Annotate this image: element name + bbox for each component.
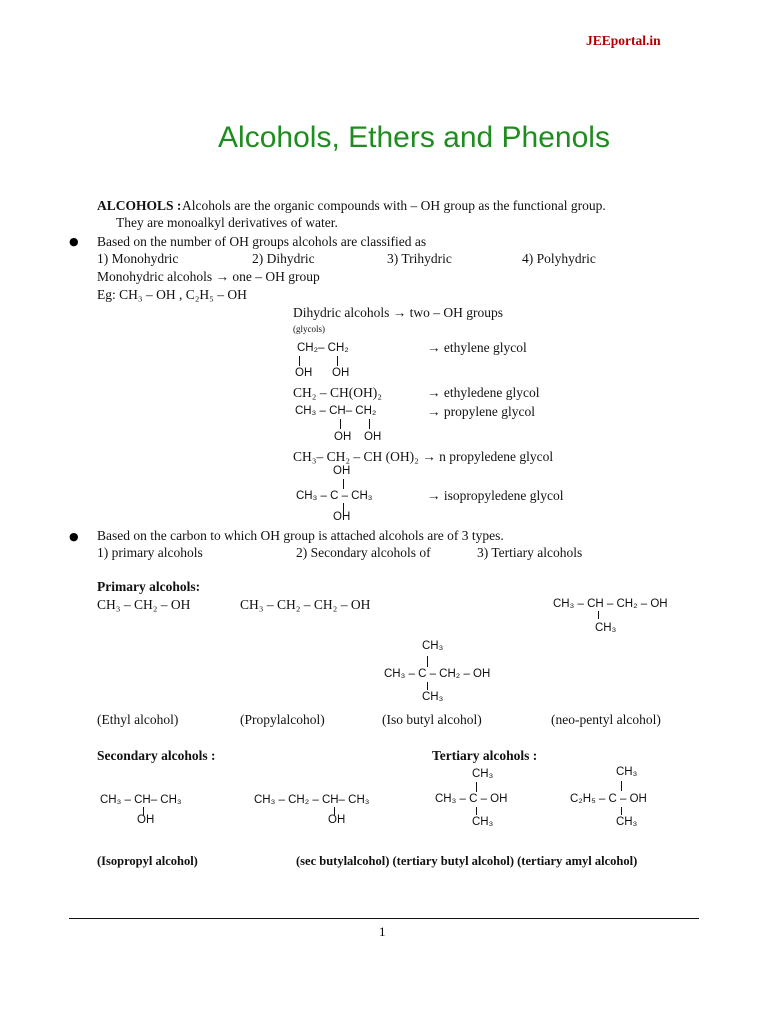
bullet-icon: ●: [69, 530, 79, 543]
isopropyledene-chain: CH₃ – C – CH₃: [296, 490, 373, 502]
isopropyl-oh: OH: [137, 814, 155, 826]
bond-line: [598, 611, 599, 619]
ethylene-oh-2: OH: [332, 367, 350, 379]
footer-divider: [69, 918, 699, 919]
secbutyl-oh: OH: [328, 814, 346, 826]
propylene-oh-2: OH: [364, 431, 382, 443]
page-title: Alcohols, Ethers and Phenols: [218, 121, 610, 154]
isobutyl-alcohol-name: (Iso butyl alcohol): [382, 712, 482, 727]
ethyledene-glycol-name: → ethyledene glycol: [427, 385, 540, 400]
site-header-link[interactable]: JEEportal.in: [586, 33, 661, 48]
isopropyledene-oh-top: OH: [333, 465, 351, 477]
type-tertiary: 3) Tertiary alcohols: [477, 545, 583, 560]
isobutyl-chain: CH₃ – CH – CH₂ – OH: [553, 598, 668, 610]
ethyl-alcohol-name: (Ethyl alcohol): [97, 712, 179, 727]
propylene-glycol-chain: CH₃ – CH– CH₂: [295, 405, 377, 417]
type-dihydric: 2) Dihydric: [252, 251, 315, 266]
primary-heading: Primary alcohols:: [97, 579, 201, 594]
ethyledene-glycol-formula: CH₂ – CH(OH)₂: [293, 385, 382, 400]
propyl-alcohol-name: (Propylalcohol): [240, 712, 325, 727]
intro-line-1: Alcohols are the organic compounds with – OH group as the functional group.: [182, 198, 606, 213]
neopentyl-alcohol-name: (neo-pentyl alcohol): [551, 712, 661, 727]
secondary-tertiary-names: (sec butylalcohol) (tertiary butyl alcohol) (tertiary amyl alcohol): [296, 854, 638, 868]
isopropyledene-glycol-name: → isopropyledene glycol: [427, 488, 564, 503]
neopentyl-chain: CH₃ – C – CH₂ – OH: [384, 668, 491, 680]
monohydric-example: Eg: CH₃ – OH , C₂H₅ – OH: [97, 287, 247, 302]
neopentyl-bottom: CH₃: [422, 691, 444, 703]
bond-line: [621, 781, 622, 791]
carbon-types-text: Based on the carbon to which OH group is attached alcohols are of 3 types.: [97, 528, 504, 543]
propyl-alcohol-formula: CH₃ – CH₂ – CH₂ – OH: [240, 597, 371, 612]
ethylene-glycol-chain: CH₂– CH₂: [297, 342, 349, 354]
tertiary-heading: Tertiary alcohols :: [432, 748, 538, 763]
propylene-oh-1: OH: [334, 431, 352, 443]
bond-line: [343, 479, 344, 489]
page-number: 1: [379, 924, 386, 939]
tamyl-chain: C₂H₅ – C – OH: [570, 793, 647, 805]
type-polyhydric: 4) Polyhydric: [522, 251, 596, 266]
classification-text: Based on the number of OH groups alcohols are classified as: [97, 234, 427, 249]
glycols-note: (glycols): [293, 324, 325, 334]
bond-line: [369, 419, 370, 429]
tbutyl-chain: CH₃ – C – OH: [435, 793, 508, 805]
ethyl-alcohol-formula: CH₃ – CH₂ – OH: [97, 597, 191, 612]
isopropyl-chain: CH₃ – CH– CH₃: [100, 794, 182, 806]
type-monohydric: 1) Monohydric: [97, 251, 179, 266]
type-trihydric: 3) Trihydric: [387, 251, 452, 266]
bond-line: [340, 419, 341, 429]
tbutyl-top: CH₃: [472, 768, 494, 780]
bond-line: [476, 782, 477, 792]
bond-line: [476, 807, 477, 815]
tbutyl-bottom: CH₃: [472, 816, 494, 828]
ethylene-glycol-name: → ethylene glycol: [427, 340, 527, 355]
intro-line-2: They are monoalkyl derivatives of water.: [116, 215, 338, 230]
bond-line: [427, 682, 428, 690]
tamyl-top: CH₃: [616, 766, 638, 778]
dihydric-definition: Dihydric alcohols → two – OH groups: [293, 305, 503, 320]
tamyl-bottom: CH₃: [616, 816, 638, 828]
bond-line: [337, 356, 338, 366]
monohydric-definition: Monohydric alcohols → one – OH group: [97, 269, 320, 284]
bond-line: [427, 656, 428, 667]
ethylene-oh-1: OH: [295, 367, 313, 379]
secondary-heading: Secondary alcohols :: [97, 748, 216, 763]
isobutyl-branch: CH₃: [595, 622, 617, 634]
isopropyledene-oh-bottom: OH: [333, 511, 351, 523]
bond-line: [621, 807, 622, 815]
n-propyledene-glycol: CH₃– CH₂ – CH (OH)₂ → n propyledene glycol: [293, 449, 554, 464]
bond-line: [299, 356, 300, 366]
bullet-icon: ●: [69, 235, 79, 248]
alcohols-heading: ALCOHOLS :: [97, 198, 182, 213]
neopentyl-top: CH₃: [422, 640, 444, 652]
propylene-glycol-name: → propylene glycol: [427, 404, 535, 419]
isopropyl-alcohol-name: (Isopropyl alcohol): [97, 854, 198, 868]
type-primary: 1) primary alcohols: [97, 545, 203, 560]
type-secondary: 2) Secondary alcohols of: [296, 545, 431, 560]
secbutyl-chain: CH₃ – CH₂ – CH– CH₃: [254, 794, 370, 806]
